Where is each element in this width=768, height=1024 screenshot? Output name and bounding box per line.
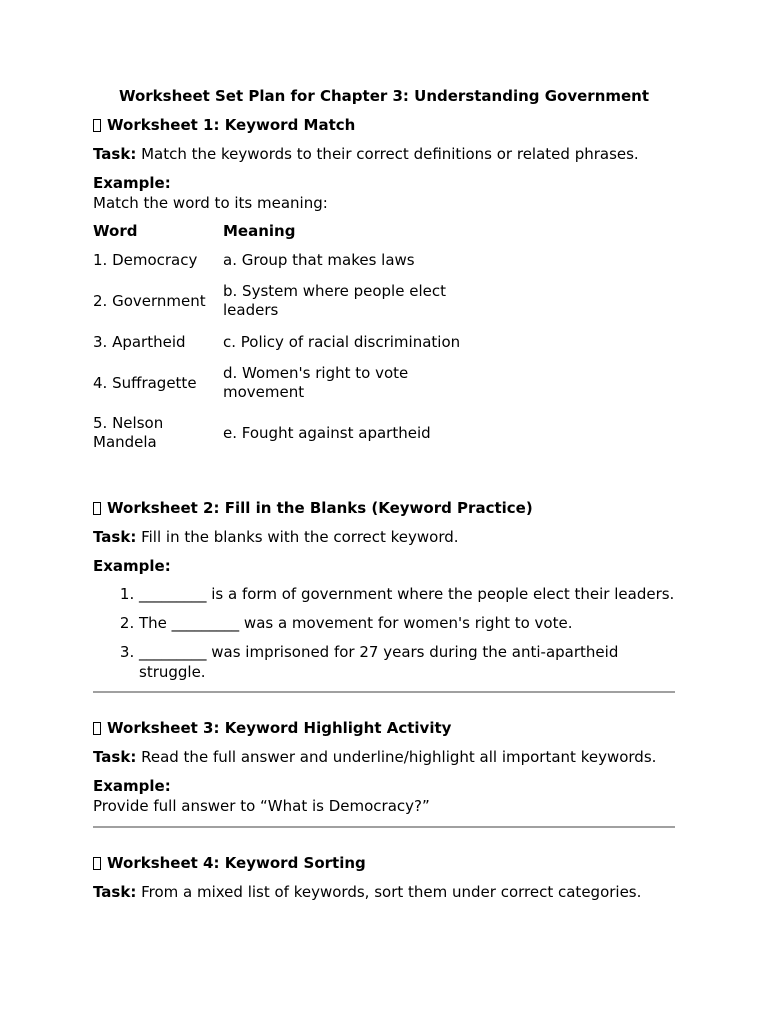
example-label: Example: [93, 557, 171, 575]
list-item: 1. _________ is a form of government where the people elect their leaders. [139, 584, 675, 604]
missing-glyph-icon [93, 857, 101, 870]
document-page [93, 86, 675, 902]
table-row [93, 244, 483, 276]
table-cell-meaning: b. System where people elect leaders [223, 282, 446, 319]
missing-glyph-icon [93, 722, 101, 735]
list-item: 2. The _________ was a movement for women's right to vote. [139, 613, 675, 633]
table-cell-word: 1. Democracy [93, 250, 198, 269]
worksheet-2-heading [93, 498, 675, 518]
worksheet-3-example-text: Provide full answer to “What is Democracy?” [93, 797, 430, 815]
table-cell-word: 5. Nelson Mandela [93, 414, 164, 451]
worksheet-4-task [93, 882, 675, 902]
example-label: Example: [93, 777, 171, 795]
table-cell-meaning: d. Women's right to vote movement [223, 364, 409, 401]
table-row [93, 358, 483, 408]
page-title: Worksheet Set Plan for Chapter 3: Understanding Government [118, 87, 650, 105]
worksheet-1-title: Worksheet 1: Keyword Match [107, 116, 356, 134]
example-label: Example: [93, 174, 171, 192]
table-cell-meaning: c. Policy of racial discrimination [223, 332, 461, 351]
section-divider [93, 826, 675, 828]
task-label: Task: [93, 883, 137, 901]
worksheet-4-heading [93, 853, 675, 873]
task-label: Task: [93, 748, 137, 766]
worksheet-2-example-label [93, 556, 675, 576]
table-row [93, 408, 483, 458]
worksheet-3-heading [93, 718, 675, 738]
list-item: 3. _________ was imprisoned for 27 years during the anti-apartheid struggle. [139, 642, 675, 682]
task-label: Task: [93, 528, 137, 546]
worksheet-1-task [93, 144, 675, 164]
worksheet-1-heading [93, 115, 675, 135]
table-cell-meaning: e. Fought against apartheid [223, 423, 431, 442]
missing-glyph-icon [93, 119, 101, 132]
task-text: Read the full answer and underline/highlight all important keywords. [136, 748, 657, 766]
worksheet-3-task [93, 747, 675, 767]
table-header-meaning: Meaning [223, 222, 296, 240]
worksheet-4-title: Worksheet 4: Keyword Sorting [107, 854, 366, 872]
fill-blank-list [93, 584, 675, 682]
table-header-row [93, 222, 483, 244]
keyword-match-table [93, 222, 483, 458]
table-row [93, 276, 483, 326]
section-divider [93, 691, 675, 693]
missing-glyph-icon [93, 502, 101, 515]
task-text: Match the keywords to their correct definitions or related phrases. [136, 145, 639, 163]
task-text: From a mixed list of keywords, sort them under correct categories. [136, 883, 642, 901]
table-cell-word: 3. Apartheid [93, 332, 186, 351]
task-text: Fill in the blanks with the correct keyword. [136, 528, 459, 546]
worksheet-2-title: Worksheet 2: Fill in the Blanks (Keyword Practice) [107, 499, 533, 517]
worksheet-2-task [93, 527, 675, 547]
worksheet-3-title: Worksheet 3: Keyword Highlight Activity [107, 719, 452, 737]
table-cell-word: 2. Government [93, 291, 206, 310]
worksheet-1-example-label [93, 173, 675, 193]
worksheet-1-example-text: Match the word to its meaning: [93, 194, 328, 212]
task-label: Task: [93, 145, 137, 163]
table-header-word: Word [93, 222, 138, 240]
table-cell-word: 4. Suffragette [93, 373, 197, 392]
worksheet-3-example-label [93, 776, 675, 796]
table-cell-meaning: a. Group that makes laws [223, 250, 415, 269]
table-row [93, 326, 483, 358]
